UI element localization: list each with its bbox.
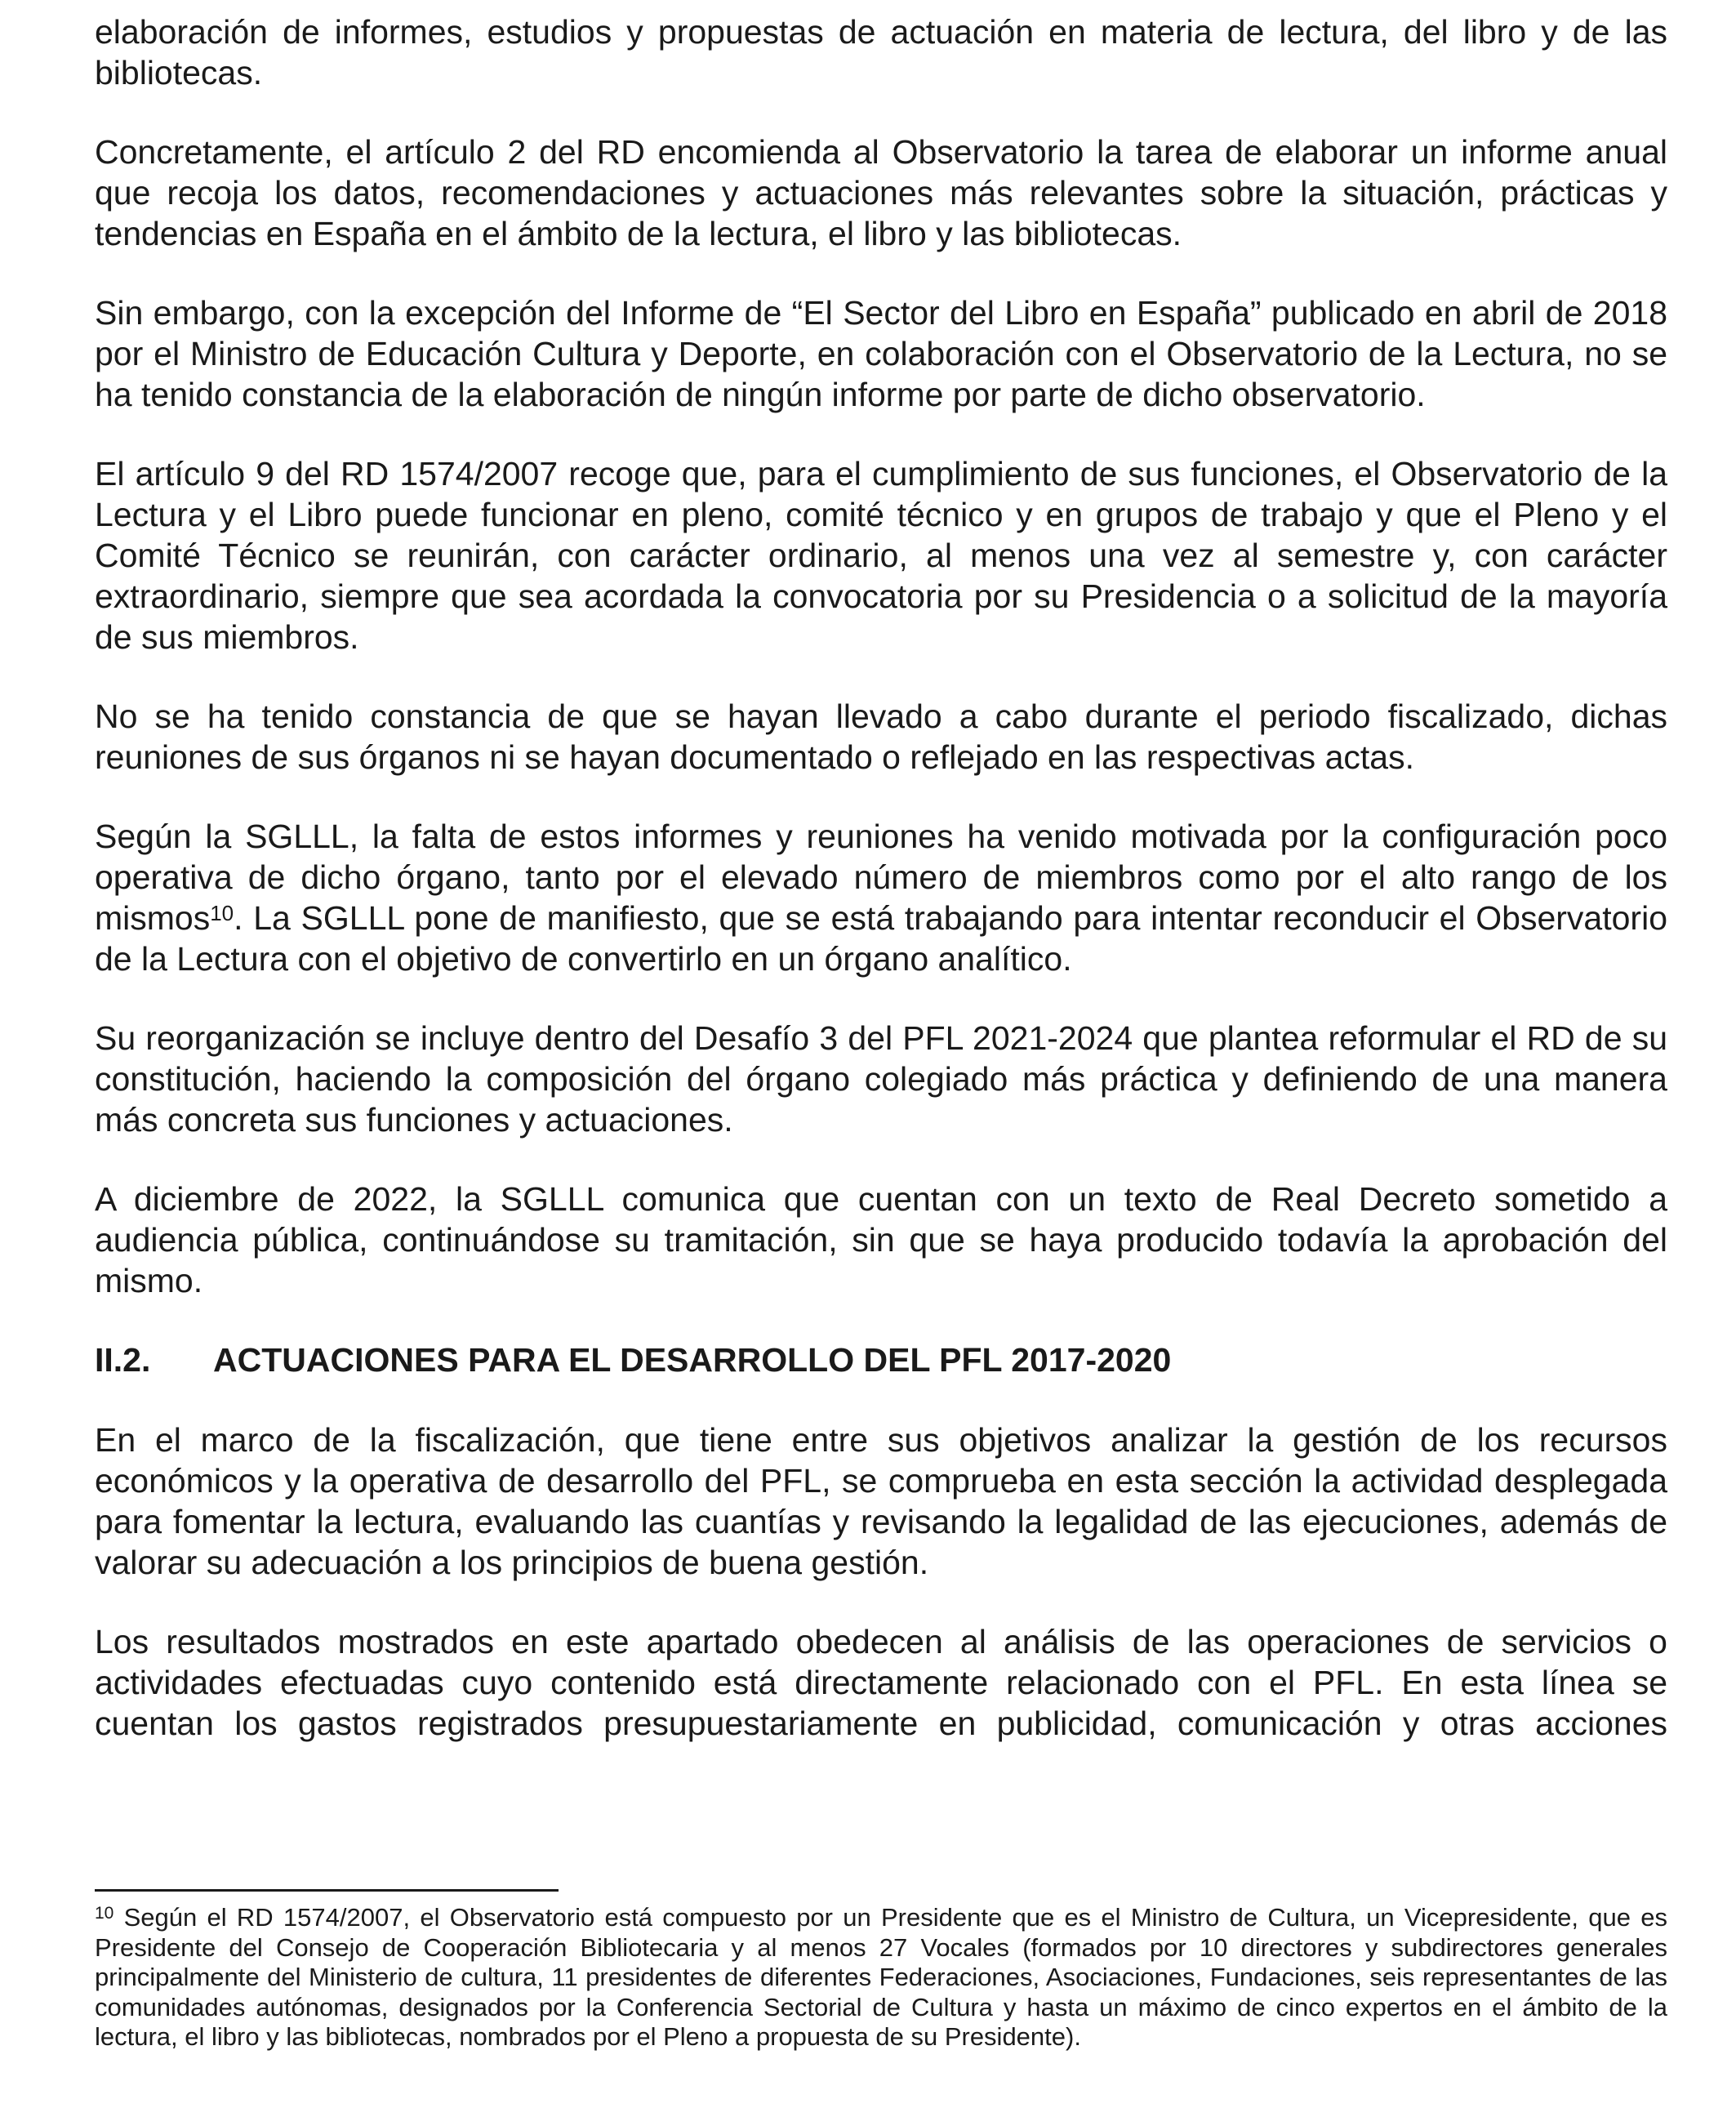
paragraph-fiscalization: En el marco de la fiscalización, que tiene entre sus objetivos analizar la gestión de los recursos económicos y la operativa de desarrollo del PFL, se comprueba en esta sección la actividad desplegada para fomentar la lectura, evaluando las cuantías y revisando la legalidad de las ejecuciones, además de valorar su adecuación a los principios de buena gestión. — [95, 1421, 1667, 1581]
footnote-separator — [95, 1889, 559, 1892]
paragraph-report-exception: Sin embargo, con la excepción del Informe de “El Sector del Libro en España” publicado en abril de 2018 por el Ministro de Educación Cultura y Deporte, en colaboración con el Observatorio de la Lectura, no se ha tenido constancia de la elaboración de ningún informe por parte de dicho observatorio. — [95, 294, 1667, 413]
footnote-text: Según el RD 1574/2007, el Observatorio está compuesto por un Presidente que es el Ministro de Cultura, un Vicepresidente, que es Presidente del Consejo de Cooperación Bibliotecaria y al menos 27 Vocales (formados por 10 directores y subdirectores generales principalmente del Ministerio de cultura, 11 presidentes de diferentes Federaciones, Asociaciones, Fundaciones, seis representantes de las comunidades autónomas, designados por la Conferencia Sectorial de Cultura y hasta un máximo de cinco expertos en el ámbito de la lectura, el libro y las bibliotecas, nombrados por el Pleno a propuesta de su Presidente). — [95, 1903, 1667, 2051]
paragraph-no-meetings: No se ha tenido constancia de que se hayan llevado a cabo durante el periodo fiscalizado, dichas reuniones de sus órganos ni se hayan documentado o reflejado en las respectivas actas. — [95, 697, 1667, 776]
paragraph-article-9: El artículo 9 del RD 1574/2007 recoge que, para el cumplimiento de sus funciones, el Observatorio de la Lectura y el Libro puede funcionar en pleno, comité técnico y en grupos de trabajo y que el Pleno y el Comité Técnico se reunirán, con carácter ordinario, al menos una vez al semestre y, con carácter extraordinario, siempre que sea acordada la convocatoria por su Presidencia o a solicitud de la mayoría de sus miembros. — [95, 455, 1667, 656]
paragraph-continuation: elaboración de informes, estudios y propuestas de actuación en materia de lectura, del libro y de las bibliotecas. — [95, 13, 1667, 91]
footnote-number: 10 — [95, 1903, 114, 1923]
section-title: ACTUACIONES PARA EL DESARROLLO DEL PFL 2017-2020 — [213, 1341, 1172, 1379]
paragraph-sgllll — [95, 816, 1667, 979]
paragraph-sgllll-text-after: . La SGLLL pone de manifiesto, que se está trabajando para intentar reconducir el Observatorio de la Lectura con el objetivo de convertirlo en un órgano analítico. — [95, 899, 1667, 978]
paragraph-results: Los resultados mostrados en este apartado obedecen al análisis de las operaciones de servicios o actividades efectuadas cuyo contenido está directamente relacionado con el PFL. En esta línea se cuentan los gastos registrados presupuestariamente en publicidad, comunicación y otras acciones — [95, 1623, 1667, 1742]
footnote — [95, 1903, 1667, 2052]
section-number: II.2. — [95, 1341, 151, 1379]
footnote-reference[interactable]: 10 — [210, 901, 234, 926]
paragraph-december-2022: A diciembre de 2022, la SGLLL comunica que cuentan con un texto de Real Decreto sometido a audiencia pública, continuándose su tramitación, sin que se haya producido todavía la aprobación del mismo. — [95, 1180, 1667, 1299]
paragraph-sgllll-text-before: Según la SGLLL, la falta de estos informes y reuniones ha venido motivada por la configuración poco operativa de dicho órgano, tanto por el elevado número de miembros como por el alto rango de los mismos — [95, 818, 1667, 937]
paragraph-reorganization: Su reorganización se incluye dentro del Desafío 3 del PFL 2021-2024 que plantea reformular el RD de su constitución, haciendo la composición del órgano colegiado más práctica y definiendo de una manera más concreta sus funciones y actuaciones. — [95, 1019, 1667, 1139]
paragraph-article-2: Concretamente, el artículo 2 del RD encomienda al Observatorio la tarea de elaborar un informe anual que recoja los datos, recomendaciones y actuaciones más relevantes sobre la situación, prácticas y tendencias en España en el ámbito de la lectura, el libro y las bibliotecas. — [95, 133, 1667, 252]
section-heading — [95, 1339, 1667, 1380]
document-body — [95, 11, 1667, 1782]
